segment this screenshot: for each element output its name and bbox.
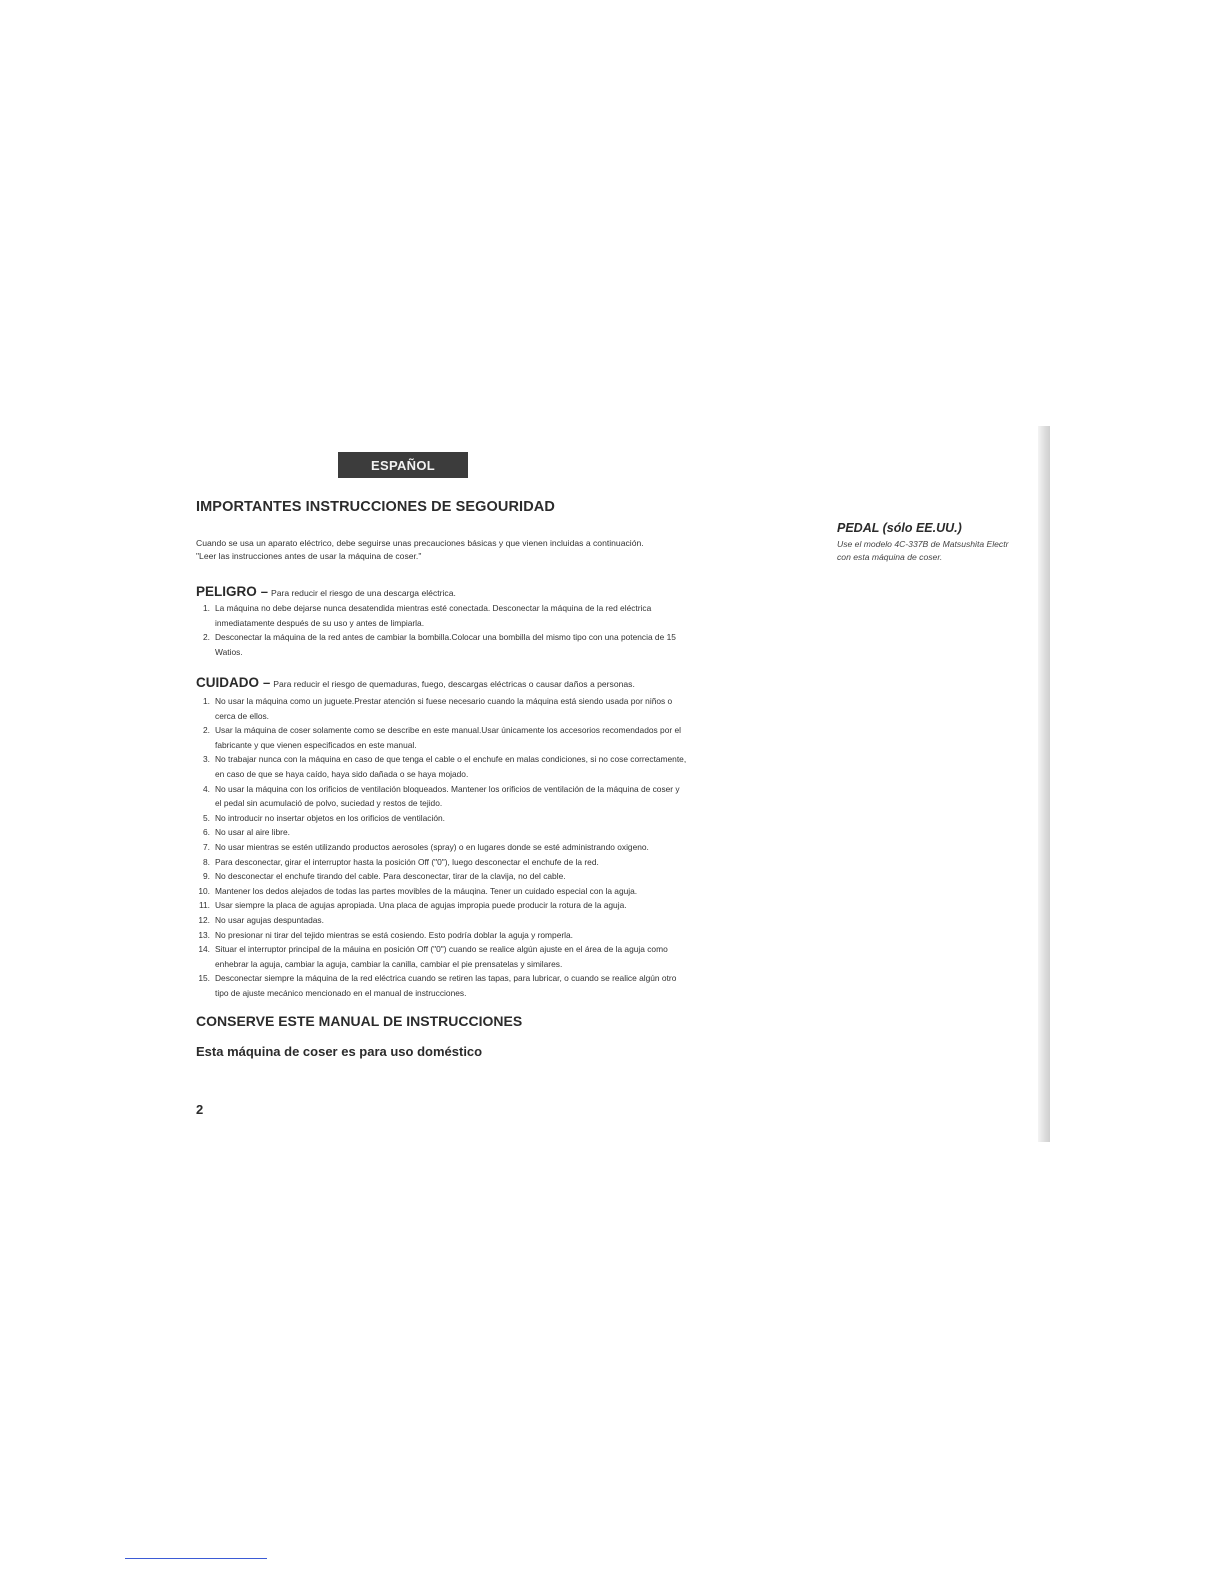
page-number: 2 — [196, 1102, 204, 1117]
item-text: Para desconectar, girar el interruptor hasta la posición Off ("0"), luego desconectar el enchufe de la red. — [215, 856, 599, 867]
item-text: Situar el interruptor principal de la máuina en posición Off ("0") cuando se realice algún ajuste en el área de la aguja como enhebrar la aguja, cambiar la aguja, cambiar la canilla, cambiar el pie prensatelas y similares. — [215, 944, 668, 969]
item-number: 13. — [198, 929, 210, 940]
pedal-title: PEDAL (sólo EE.UU.) — [837, 521, 962, 535]
list-item — [196, 601, 821, 630]
list-item — [196, 884, 821, 899]
item-text: No usar la máquina como un juguete.Prestar atención si fuese necesario cuando la máquina está siendo usada por niños o cerca de ellos. — [215, 696, 673, 721]
household-use-heading: Esta máquina de coser es para uso doméstico — [196, 1044, 483, 1059]
list-item — [196, 928, 821, 943]
list-item — [196, 971, 821, 1000]
item-text: Usar la máquina de coser solamente como se describe en este manual.Usar únicamente los accesorios recomendados por el fabricante y que vienen especificados en este manual. — [215, 725, 681, 750]
peligro-heading — [196, 583, 456, 601]
item-number: 15. — [198, 973, 210, 984]
item-text: Usar siempre la placa de agujas apropiada. Una placa de agujas impropia puede producir la rotura de la aguja. — [215, 900, 627, 911]
page-edge-shadow — [1038, 426, 1050, 1142]
item-text: No desconectar el enchufe tirando del cable. Para desconectar, tirar de la clavija, no del cable. — [215, 871, 566, 882]
item-number: 4. — [203, 783, 210, 794]
item-number: 2. — [203, 725, 210, 736]
intro-line-1: Cuando se usa un aparato eléctrico, debe seguirse unas precauciones básicas y que vienen incluidas a continuación. — [196, 538, 644, 548]
item-number: 1. — [203, 696, 210, 706]
item-number: 7. — [203, 841, 210, 852]
peligro-list — [196, 601, 821, 659]
save-manual-heading: CONSERVE ESTE MANUAL DE INSTRUCCIONES — [196, 1013, 523, 1029]
bottom-rule — [125, 1558, 267, 1559]
cuidado-heading — [196, 674, 635, 692]
list-item — [196, 913, 821, 928]
item-number: 3. — [203, 754, 210, 765]
list-item — [196, 782, 821, 811]
list-item — [196, 694, 821, 723]
item-text: No trabajar nunca con la máquina en caso de que tenga el cable o el enchufe en malas condiciones, si no cose correctamente, en caso de que se haya caído, haya sido dañada o se haya mojado. — [215, 754, 687, 779]
item-number: 1. — [203, 603, 210, 613]
item-text: La máquina no debe dejarse nunca desatendida mientras esté conectada. Desconectar la máquina de la red eléctrica inmediatamente después de su uso y antes de limpiarla. — [215, 603, 652, 628]
item-number: 11. — [198, 900, 210, 911]
item-number: 8. — [203, 856, 210, 867]
intro-line-2: "Leer las instrucciones antes de usar la máquina de coser." — [196, 550, 422, 561]
list-item — [196, 752, 821, 781]
item-text: No introducir no insertar objetos en los orificios de ventilación. — [215, 812, 445, 823]
item-number: 5. — [203, 812, 210, 823]
item-number: 6. — [203, 827, 210, 838]
item-text: No usar agujas despuntadas. — [215, 914, 324, 925]
item-number: 10. — [198, 885, 210, 896]
language-badge: ESPAÑOL — [338, 452, 468, 478]
list-item — [196, 869, 821, 884]
pedal-line-2: con esta máquina de coser. — [837, 551, 943, 562]
list-item — [196, 825, 821, 840]
page-title: IMPORTANTES INSTRUCCIONES DE SEGOURIDAD — [196, 499, 555, 515]
item-text: Desconectar la máquina de la red antes de cambiar la bombilla.Colocar una bombilla del mismo tipo con una potencia de 15 Watios. — [215, 632, 676, 657]
item-text: No usar al aire libre. — [215, 827, 290, 838]
item-text: No usar la máquina con los orificios de ventilación bloqueados. Mantener los orificios de ventilación de la máquina de coser y el pedal sin acumulació de polvo, suciedad y restos de tejido. — [215, 783, 680, 809]
item-text: Mantener los dedos alejados de todas las partes movibles de la máuqina. Tener un cuidado especial con la aguja. — [215, 885, 638, 896]
list-item — [196, 855, 821, 870]
item-text: No usar mientras se estén utilizando productos aerosoles (spray) o en lugares donde se esté administrando oxigeno. — [215, 841, 649, 852]
list-item — [196, 840, 821, 855]
item-number: 14. — [198, 944, 210, 955]
peligro-dash: – — [260, 584, 268, 599]
item-text: No presionar ni tirar del tejido mientras se está cosiendo. Esto podría doblar la aguja y romperla. — [215, 929, 573, 940]
peligro-label: PELIGRO — [196, 584, 257, 599]
cuidado-dash: – — [263, 675, 271, 690]
list-item — [196, 723, 821, 752]
item-number: 9. — [203, 871, 210, 882]
item-text: Desconectar siempre la máquina de la red eléctrica cuando se retiren las tapas, para lubricar, o cuando se realice algún otro tipo de ajuste mecánico mencionado en el manual de instrucciones. — [215, 973, 677, 998]
peligro-description: Para reducir el riesgo de una descarga eléctrica. — [271, 588, 456, 598]
intro-text — [196, 537, 816, 562]
list-item — [196, 811, 821, 826]
pedal-note — [837, 521, 1047, 563]
cuidado-description: Para reducir el riesgo de quemaduras, fuego, descargas eléctricas o causar daños a personas. — [273, 679, 635, 689]
cuidado-list — [196, 694, 821, 1000]
list-item — [196, 942, 821, 971]
item-number: 12. — [198, 914, 210, 925]
list-item — [196, 630, 821, 659]
pedal-line-1: Use el modelo 4C-337B de Matsushita Electr — [837, 539, 1009, 549]
cuidado-label: CUIDADO — [196, 675, 259, 690]
list-item — [196, 898, 821, 913]
item-number: 2. — [203, 632, 210, 643]
